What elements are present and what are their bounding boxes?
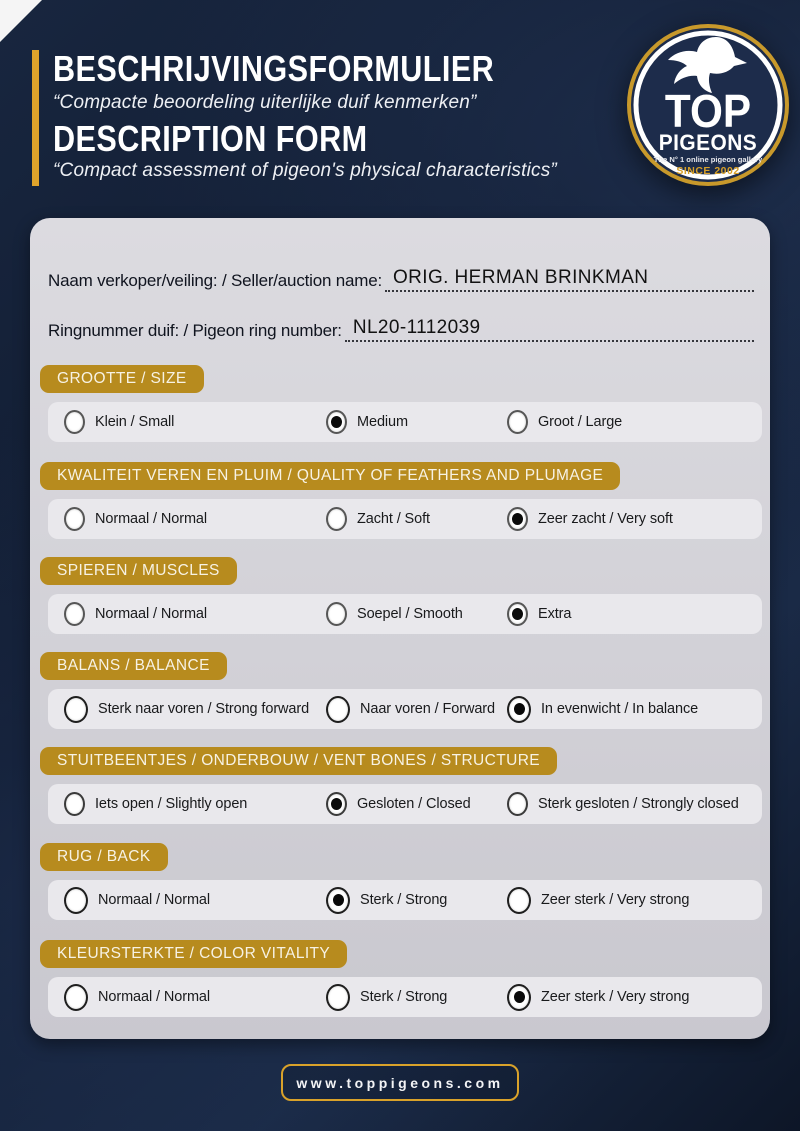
section-title-badge: KLEURSTERKTE / COLOR VITALITY <box>40 940 347 968</box>
page-corner-fold <box>0 0 42 42</box>
radio-option[interactable] <box>507 784 739 824</box>
section-title-badge: BALANS / BALANCE <box>40 652 227 680</box>
section-title-badge: GROOTTE / SIZE <box>40 365 204 393</box>
radio-option[interactable] <box>326 402 408 442</box>
ring-number-field <box>48 312 754 342</box>
seller-name-label: Naam verkoper/veiling: / Seller/auction name: <box>48 271 382 290</box>
radio-option[interactable] <box>64 689 309 729</box>
radio-button[interactable] <box>507 410 528 434</box>
section-title-badge: KWALITEIT VEREN EN PLUIM / QUALITY OF FEATHERS AND PLUMAGE <box>40 462 620 490</box>
radio-option[interactable] <box>326 689 495 729</box>
radio-button[interactable] <box>326 410 347 434</box>
radio-label: Groot / Large <box>538 414 623 430</box>
radio-option[interactable] <box>326 594 463 634</box>
radio-label: Klein / Small <box>95 414 175 430</box>
radio-option[interactable] <box>64 784 247 824</box>
logo-word-pigeons: PIGEONS <box>658 130 758 156</box>
description-form-card <box>30 218 770 1039</box>
radio-label: Normaal / Normal <box>95 511 208 527</box>
options-row <box>48 880 762 920</box>
radio-option[interactable] <box>326 977 447 1017</box>
options-row <box>48 402 762 442</box>
section-vent-bones <box>30 747 770 824</box>
page-title-dutch: BESCHRIJVINGSFORMULIER <box>53 48 495 89</box>
radio-label: Normaal / Normal <box>98 892 211 908</box>
options-row <box>48 594 762 634</box>
radio-button[interactable] <box>507 792 528 816</box>
radio-label: Normaal / Normal <box>95 606 208 622</box>
radio-label: Sterk naar voren / Strong forward <box>98 701 310 717</box>
radio-button[interactable] <box>326 792 347 816</box>
radio-label: Soepel / Smooth <box>357 606 463 622</box>
radio-label: Naar voren / Forward <box>360 701 495 717</box>
logo-word-top: TOP <box>664 86 752 138</box>
seller-name-field <box>48 262 754 292</box>
section-muscles <box>30 557 770 634</box>
radio-option[interactable] <box>507 594 571 634</box>
options-row <box>48 499 762 539</box>
radio-option[interactable] <box>507 689 698 729</box>
radio-option[interactable] <box>507 880 689 920</box>
section-balance <box>30 652 770 729</box>
radio-option[interactable] <box>64 880 210 920</box>
options-row <box>48 784 762 824</box>
radio-button[interactable] <box>507 984 531 1011</box>
logo-since: SINCE 2002 <box>676 165 740 177</box>
radio-button[interactable] <box>507 696 531 723</box>
options-row <box>48 977 762 1017</box>
radio-label: Zacht / Soft <box>357 511 430 527</box>
page-title-english: DESCRIPTION FORM <box>53 118 368 159</box>
radio-button[interactable] <box>507 507 528 531</box>
section-feather-quality <box>30 462 770 539</box>
radio-button[interactable] <box>326 984 350 1011</box>
radio-label: Extra <box>538 606 572 622</box>
logo-tagline: The N° 1 online pigeon gallery <box>653 155 763 164</box>
radio-option[interactable] <box>326 499 430 539</box>
radio-label: Zeer sterk / Very strong <box>541 989 690 1005</box>
section-color-vitality <box>30 940 770 1017</box>
radio-option[interactable] <box>64 499 207 539</box>
radio-label: Normaal / Normal <box>98 989 211 1005</box>
radio-option[interactable] <box>64 594 207 634</box>
page-subtitle-english: “Compact assessment of pigeon's physical characteristics” <box>53 160 557 181</box>
page-subtitle-dutch: “Compacte beoordeling uiterlijke duif kenmerken” <box>53 92 477 113</box>
radio-button[interactable] <box>507 602 528 626</box>
radio-button[interactable] <box>64 602 85 626</box>
radio-option[interactable] <box>507 402 622 442</box>
radio-option[interactable] <box>64 977 210 1017</box>
radio-label: Sterk / Strong <box>360 892 448 908</box>
header-accent-bar <box>32 50 39 186</box>
ring-number-label: Ringnummer duif: / Pigeon ring number: <box>48 321 342 340</box>
radio-label: Zeer zacht / Very soft <box>538 511 673 527</box>
radio-button[interactable] <box>64 887 88 914</box>
radio-button[interactable] <box>64 984 88 1011</box>
radio-button[interactable] <box>64 507 85 531</box>
radio-option[interactable] <box>326 784 471 824</box>
section-title-badge: SPIEREN / MUSCLES <box>40 557 237 585</box>
radio-label: In evenwicht / In balance <box>541 701 699 717</box>
radio-label: Sterk gesloten / Strongly closed <box>538 796 739 812</box>
seller-name-value[interactable]: ORIG. HERMAN BRINKMAN <box>385 267 754 292</box>
section-back <box>30 843 770 920</box>
radio-label: Medium <box>357 414 408 430</box>
radio-option[interactable] <box>326 880 447 920</box>
top-pigeons-logo <box>626 23 790 187</box>
radio-button[interactable] <box>326 887 350 914</box>
radio-option[interactable] <box>507 499 673 539</box>
logo-badge <box>626 23 790 187</box>
radio-button[interactable] <box>326 602 347 626</box>
radio-button[interactable] <box>64 410 85 434</box>
website-link-button[interactable]: www.toppigeons.com <box>281 1064 519 1101</box>
radio-button[interactable] <box>64 696 88 723</box>
ring-number-value[interactable]: NL20-1112039 <box>345 317 754 342</box>
radio-label: Iets open / Slightly open <box>95 796 248 812</box>
radio-button[interactable] <box>64 792 85 816</box>
radio-option[interactable] <box>507 977 689 1017</box>
options-row <box>48 689 762 729</box>
radio-button[interactable] <box>326 507 347 531</box>
radio-option[interactable] <box>64 402 174 442</box>
section-title-badge: RUG / BACK <box>40 843 168 871</box>
section-title-badge: STUITBEENTJES / ONDERBOUW / VENT BONES / STRUCTURE <box>40 747 557 775</box>
radio-label: Sterk / Strong <box>360 989 448 1005</box>
radio-label: Gesloten / Closed <box>357 796 471 812</box>
radio-label: Zeer sterk / Very strong <box>541 892 690 908</box>
section-grootte-size <box>30 365 770 442</box>
radio-button[interactable] <box>326 696 350 723</box>
radio-button[interactable] <box>507 887 531 914</box>
